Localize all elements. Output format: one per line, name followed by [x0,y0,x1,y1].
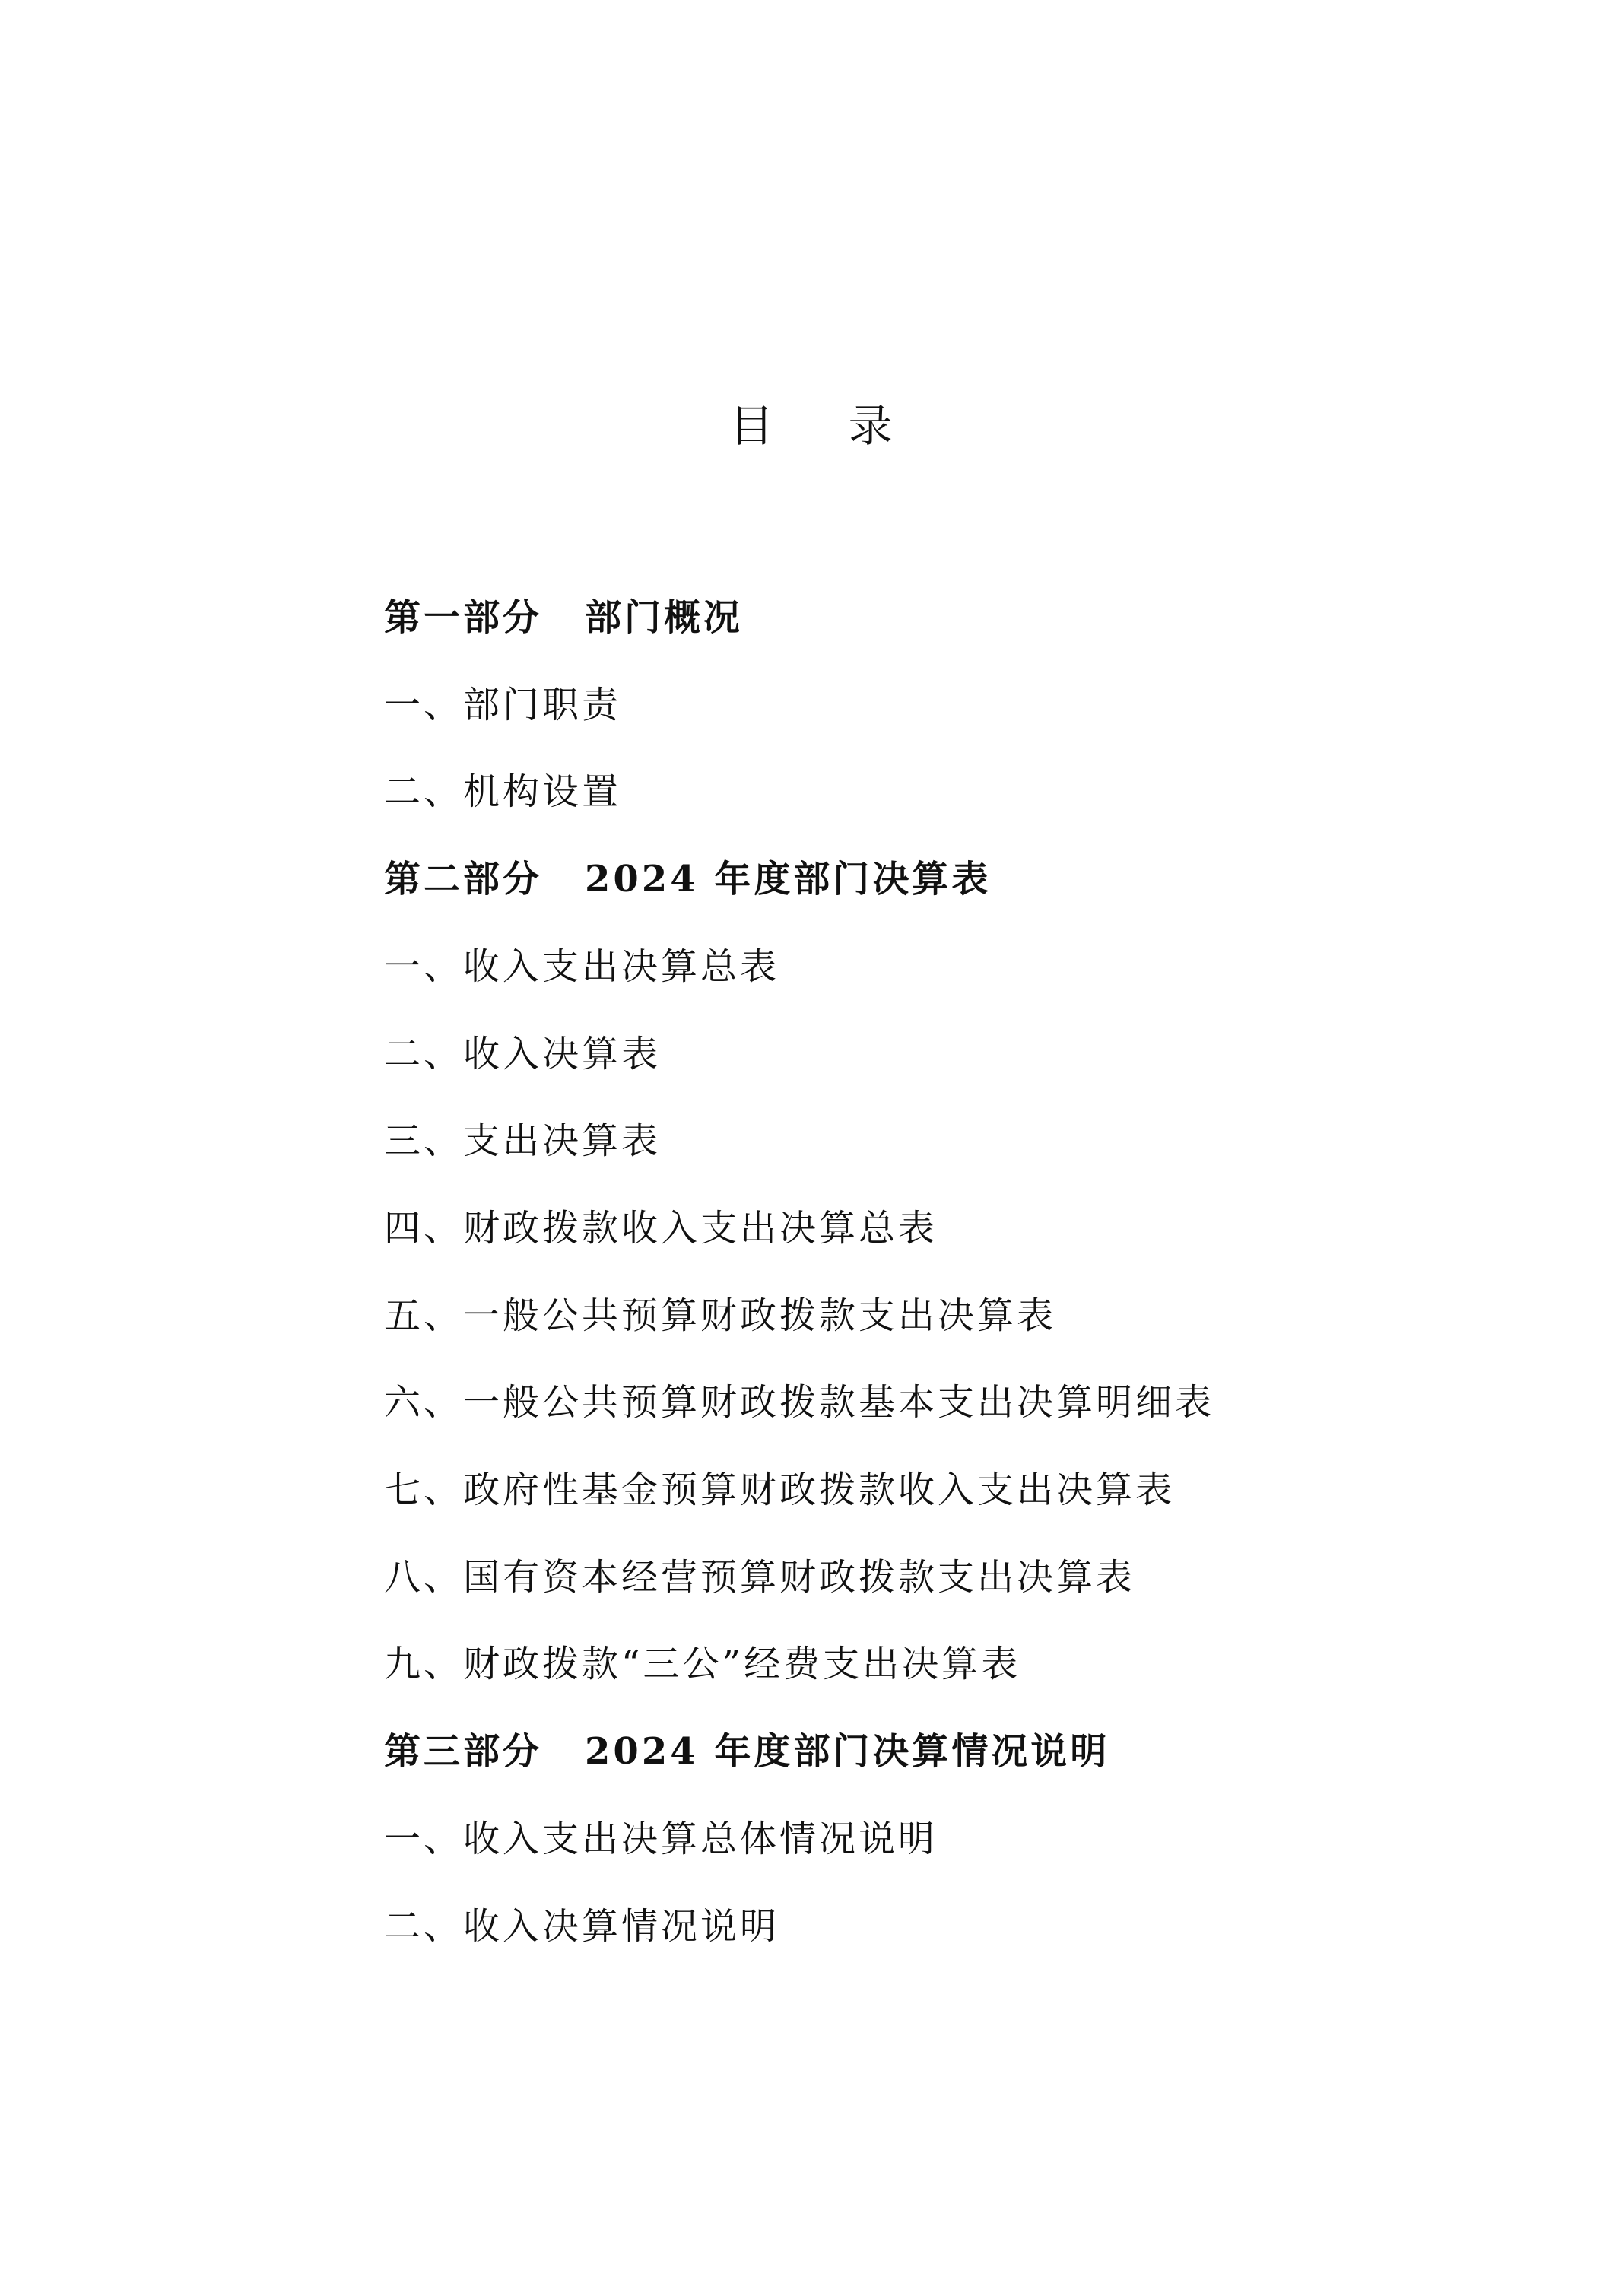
toc-part-2 [384,836,1449,923]
toc-entry: 一、部门职责 [384,683,622,726]
toc-part-label: 第一部分 [384,596,543,639]
toc-part-label: 第二部分 [384,858,543,901]
toc-entry: 五、一般公共预算财政拨款支出决算表 [384,1294,1057,1337]
toc-entry: 二、机构设置 [384,770,622,814]
toc-part-3 [384,1708,1449,1796]
toc-entry: 七、政府性基金预算财政拨款收入支出决算表 [384,1469,1176,1512]
table-of-contents [384,574,1449,1970]
toc-part-title: 2024 年度部门决算情况说明 [585,1730,1110,1774]
toc-entry: 一、收入支出决算总体情况说明 [384,1817,938,1860]
toc-entry: 八、国有资本经营预算财政拨款支出决算表 [384,1555,1136,1599]
page-title: 目 录 [729,400,923,452]
toc-entry: 二、收入决算表 [384,1032,662,1075]
toc-entry: 三、支出决算表 [384,1119,662,1163]
toc-entry: 四、财政拨款收入支出决算总表 [384,1206,938,1250]
toc-part-label: 第三部分 [384,1730,543,1774]
toc-entry: 六、一般公共预算财政拨款基本支出决算明细表 [384,1381,1215,1424]
toc-part-title: 部门概况 [585,596,744,639]
toc-part-title: 2024 年度部门决算表 [585,858,992,901]
toc-entry: 九、财政拨款“三公”经费支出决算表 [384,1643,1021,1686]
toc-entry: 一、收入支出决算总表 [384,945,780,988]
toc-part-1 [384,574,1449,662]
toc-entry: 二、收入决算情况说明 [384,1904,780,1948]
